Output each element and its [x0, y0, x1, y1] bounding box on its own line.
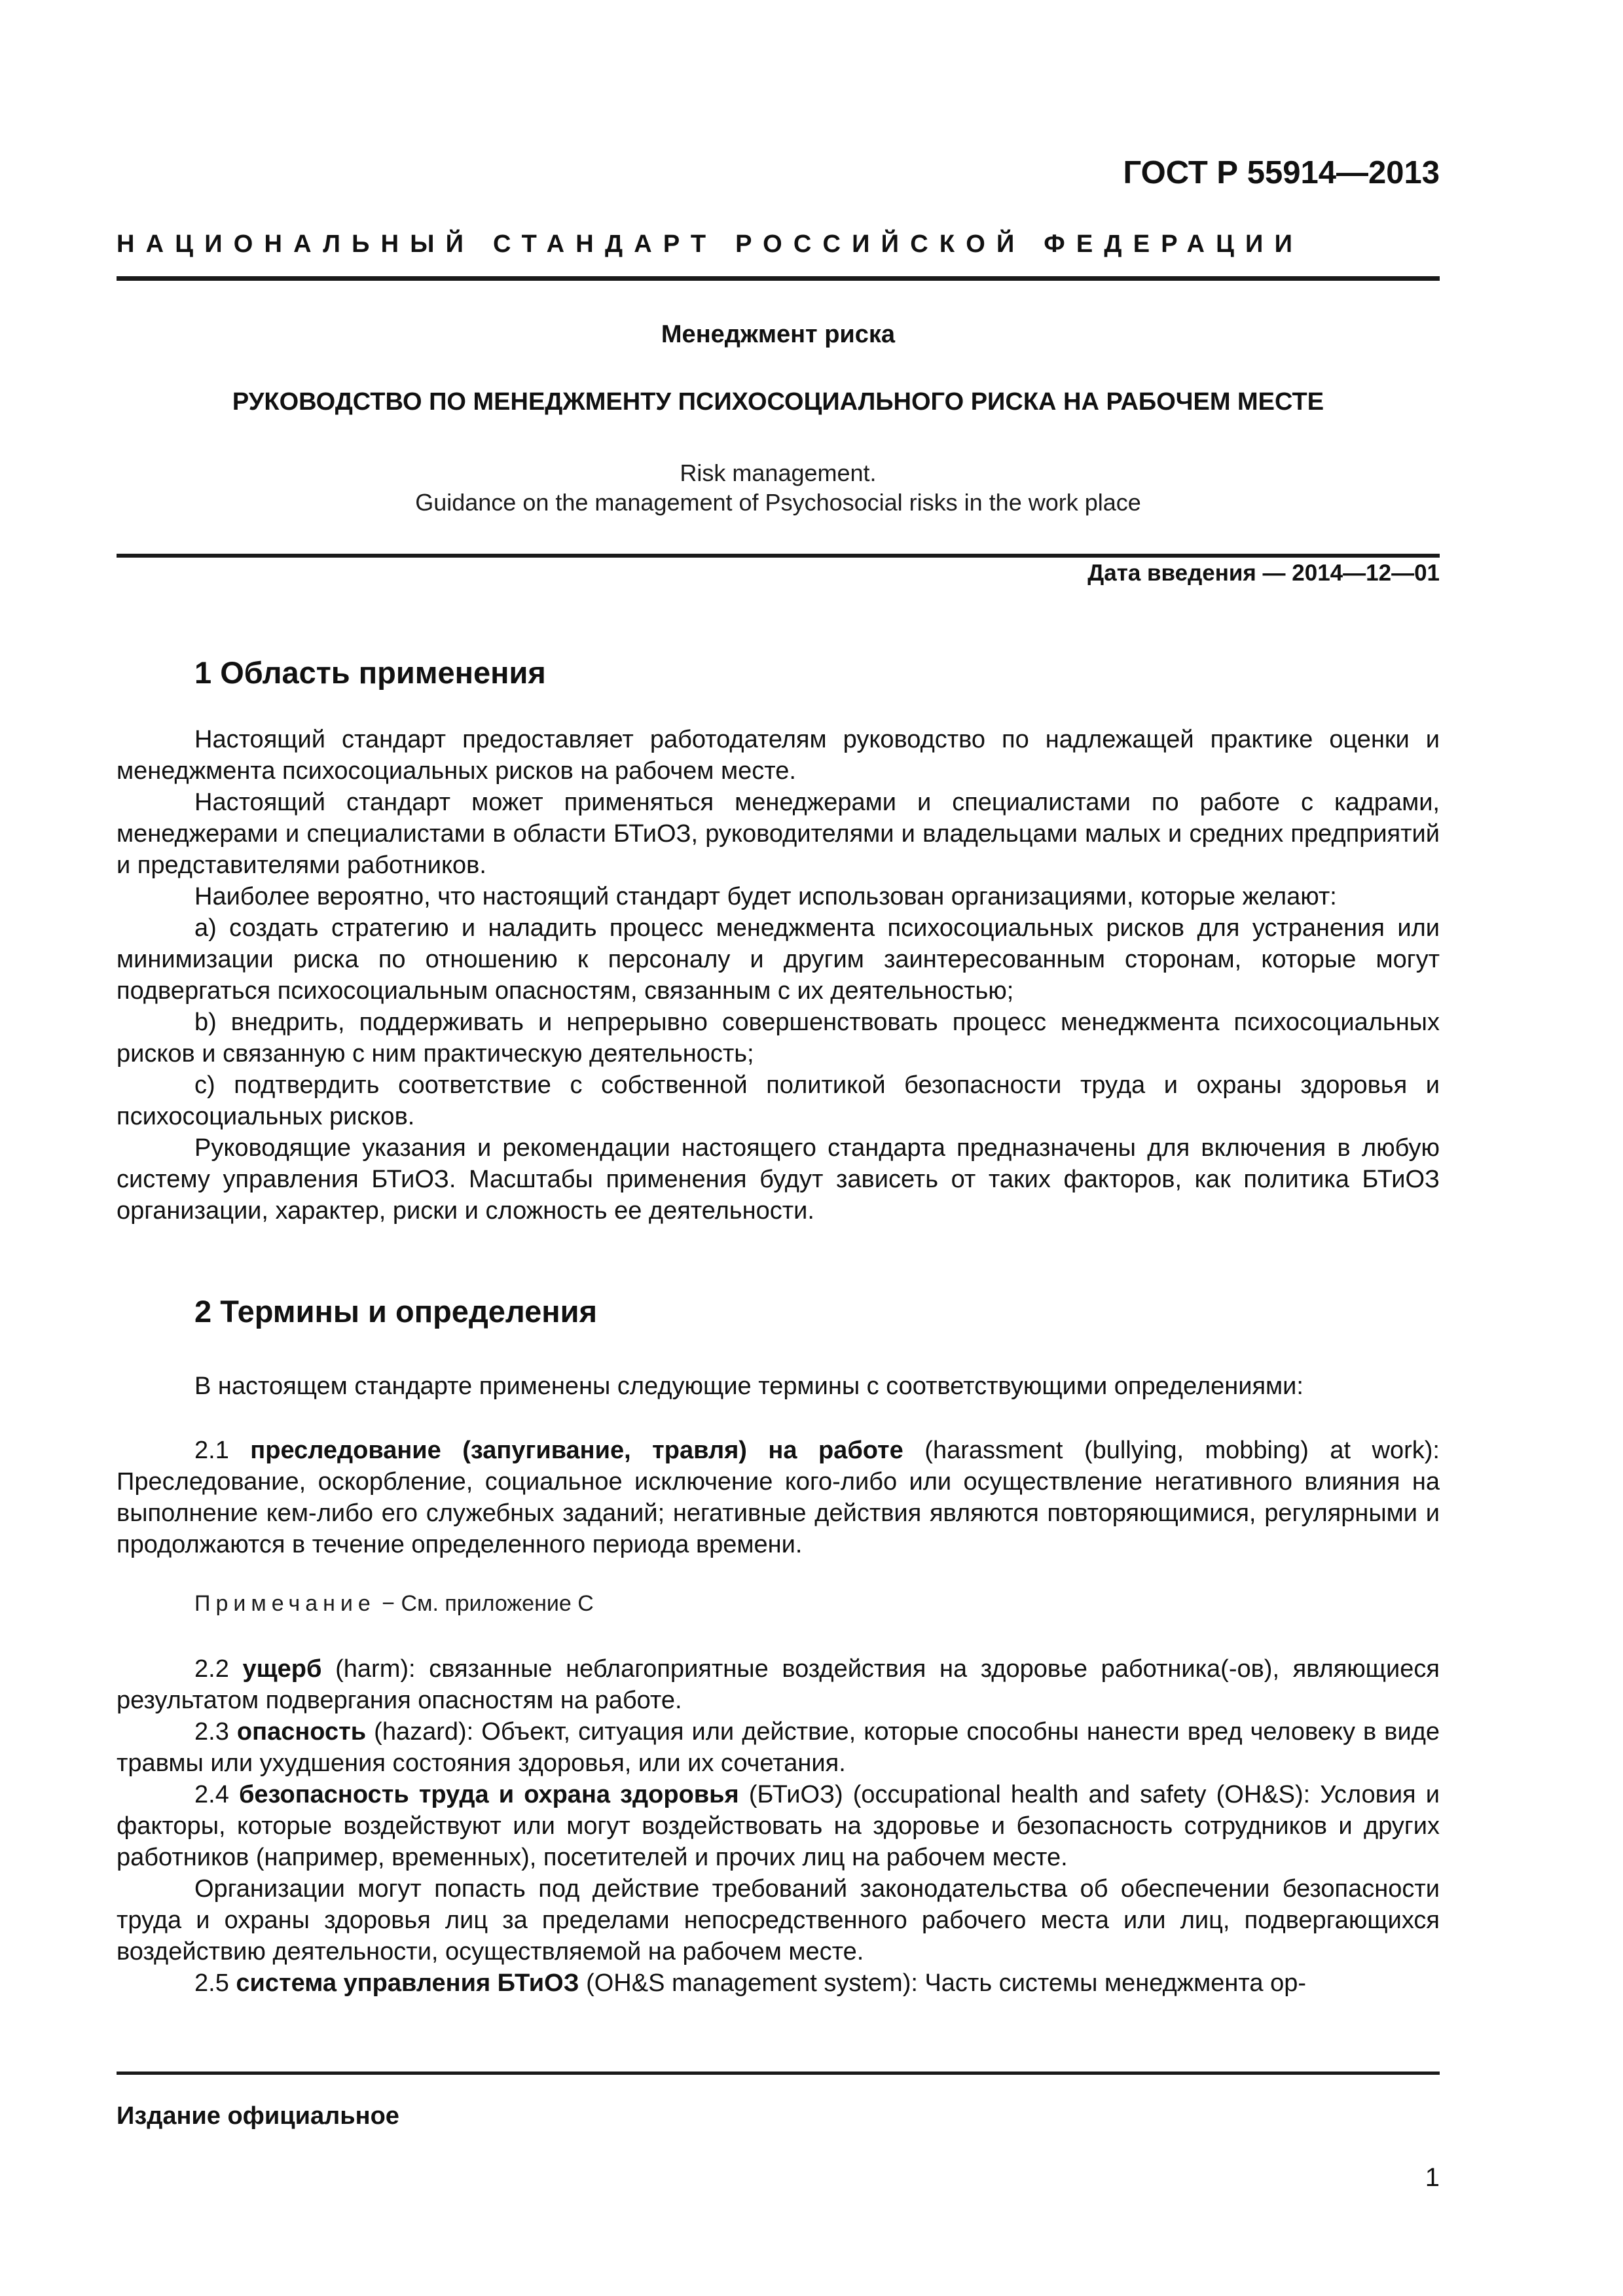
introduction-date: Дата введения — 2014—12—01 [1087, 560, 1440, 586]
term-2-3 [117, 1716, 1440, 1779]
term-2-2 [117, 1653, 1440, 1716]
section-2-heading: 2 Термины и определения [194, 1294, 597, 1329]
term-name: преследование (запугивание, травля) на работе [250, 1437, 903, 1464]
official-edition-label: Издание официальное [117, 2102, 399, 2130]
term-number: 2.5 [194, 1969, 236, 1997]
standard-title: РУКОВОДСТВО ПО МЕНЕДЖМЕНТУ ПСИХОСОЦИАЛЬНОГО РИСКА НА РАБОЧЕМ МЕСТЕ [232, 388, 1324, 416]
term-2-5 [117, 1967, 1440, 1999]
section-1-body [117, 724, 1440, 1227]
term-2-4 [117, 1779, 1440, 1873]
term-definition: (OH&S management system): Часть системы менеджмента ор- [579, 1969, 1306, 1997]
term-name: опасность [236, 1718, 367, 1746]
note-text: − См. приложение С [375, 1591, 594, 1616]
term-name: система управления БТиОЗ [236, 1969, 579, 1997]
term-definition: (harm): связанные неблагоприятные воздействия на здоровье работника(-ов), являющиеся результатом подвергания опасностям на работе. [117, 1655, 1440, 1714]
section-1-heading: 1 Область применения [194, 655, 546, 690]
paragraph: Организации могут попасть под действие требований законодательства об обеспечении безопасности труда и охраны здоровья лиц за пределами непосредственного рабочего места или лиц, подвергающихся воздействию деятельности, осуществляемой на рабочем месте. [117, 1875, 1440, 1965]
term-definition: (БТиОЗ) (occupational health and safety (OH&S): Условия и факторы, которые воздействуют или могут воздействовать на здоровье и безопасность сотрудников и других работников (например, временных), посетителей и прочих лиц на рабочем месте. [117, 1781, 1440, 1871]
header-divider [117, 276, 1440, 281]
paragraph: В настоящем стандарте применены следующие термины с соответствующими определениями: [194, 1372, 1304, 1400]
paragraph: Наиболее вероятно, что настоящий стандарт будет использован организациями, которые желают: [194, 883, 1337, 910]
national-standard-banner: НАЦИОНАЛЬНЫЙ СТАНДАРТ РОССИЙСКОЙ ФЕДЕРАЦИИ [117, 230, 1304, 258]
term-number: 2.1 [194, 1437, 251, 1464]
paragraph: Руководящие указания и рекомендации настоящего стандарта предназначены для включения в любую систему управления БТиОЗ. Масштабы применения будут зависеть от таких факторов, как политика БТиОЗ организации, характер, риски и сложность ее деятельности. [117, 1134, 1440, 1225]
terms-2-2-to-2-5 [117, 1653, 1440, 1999]
note [194, 1591, 594, 1617]
term-definition: (harassment (bullying, mobbing) at work): Преследование, оскорбление, социальное исключение кого-либо или осуществление негативного влияния на выполнение кем-либо его служебных заданий; негативные действия являются повторяющимися, регулярными и продолжаются в течение определенного периода времени. [117, 1437, 1440, 1558]
section-2-intro [117, 1371, 1440, 1402]
title-divider [117, 554, 1440, 558]
paragraph: Настоящий стандарт может применяться менеджерами и специалистами по работе с кадрами, менеджерами и специалистами в области БТиОЗ, руководителями и владельцами малых и средних предприятий и представителями работников. [117, 789, 1440, 879]
term-number: 2.2 [194, 1655, 243, 1683]
term-name: ущерб [242, 1655, 322, 1683]
term-number: 2.3 [194, 1718, 237, 1746]
list-item-a: а) создать стратегию и наладить процесс менеджмента психосоциальных рисков для устранения или минимизации риска по отношению к персоналу и другим заинтересованным сторонам, которые могут подвергаться психосоциальным опасностям, связанным с их деятельностью; [117, 914, 1440, 1005]
standard-designation: ГОСТ Р 55914—2013 [1123, 155, 1440, 190]
standard-category: Менеджмент риска [661, 321, 896, 348]
note-label: Примечание [194, 1591, 376, 1616]
list-item-c: с) подтвердить соответствие с собственной политикой безопасности труда и охраны здоровья и психосоциальных рисков. [117, 1071, 1440, 1130]
term-definition: (hazard): Объект, ситуация или действие, которые способны нанести вред человеку в виде травмы или ухудшения состояния здоровья, или их сочетания. [117, 1718, 1440, 1777]
paragraph: Настоящий стандарт предоставляет работодателям руководство по надлежащей практике оценки и менеджмента психосоциальных рисков на рабочем месте. [117, 726, 1440, 785]
english-title [117, 458, 1440, 517]
term-2-1 [117, 1435, 1440, 1560]
term-number: 2.4 [194, 1781, 239, 1808]
page-number: 1 [1425, 2163, 1440, 2192]
list-item-b: b) внедрить, поддерживать и непрерывно совершенствовать процесс менеджмента психосоциальных рисков и связанную с ним практическую деятельность; [117, 1009, 1440, 1067]
english-title-line2: Guidance on the management of Psychosocial risks in the work place [415, 489, 1141, 516]
term-name: безопасность труда и охрана здоровья [238, 1781, 739, 1808]
footer-divider [117, 2072, 1440, 2075]
english-title-line1: Risk management. [680, 459, 877, 486]
